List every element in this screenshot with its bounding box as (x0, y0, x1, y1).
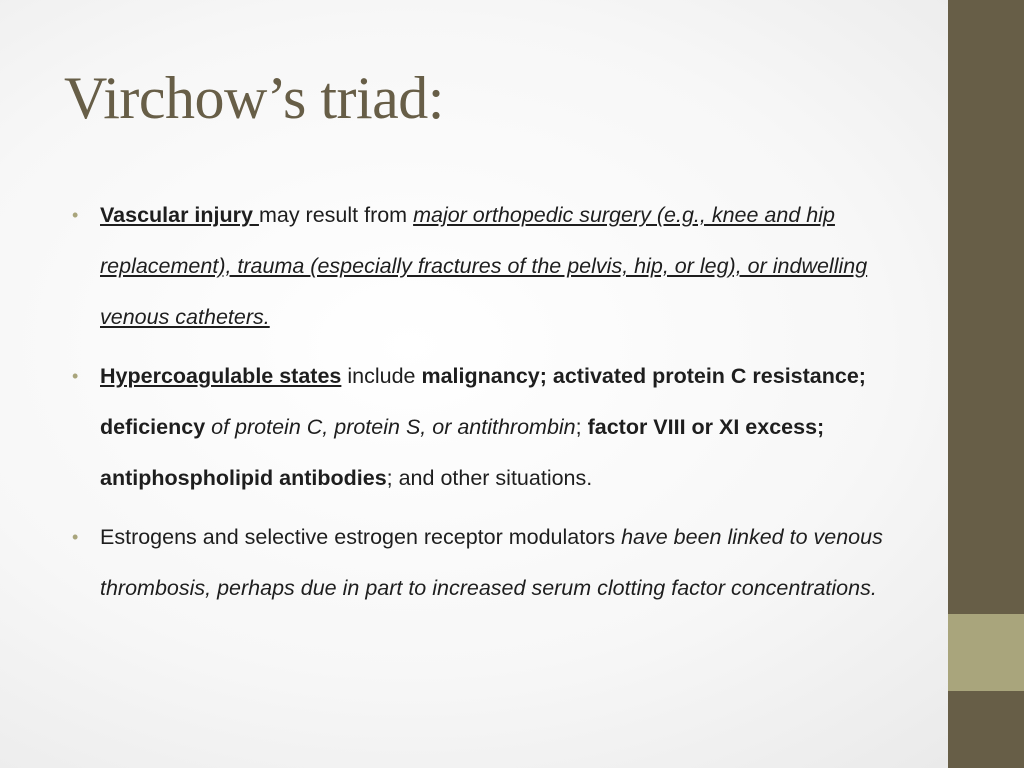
bullet-italic-text: have been linked to venous thrombosis, perhaps due in part to increased serum clotting factor concentrations. (100, 525, 883, 600)
bullet-detail: major orthopedic surgery (e.g., knee and hip replacement), trauma (especially fractures of the pelvis, hip, or leg), or indwelling venous catheters. (100, 203, 868, 329)
bullet-hypercoagulable-states (72, 351, 892, 504)
bullet-bold-text-2: factor VIII or XI excess; antiphospholipid antibodies (100, 415, 825, 490)
bullet-vascular-injury (72, 190, 892, 343)
bullet-text: may result from (258, 203, 414, 227)
bullet-list (72, 190, 892, 622)
bullet-dot-icon: • (72, 527, 79, 547)
bullet-text: include (341, 364, 422, 388)
bullet-dot-icon: • (72, 205, 79, 225)
bullet-term: Vascular injury (100, 203, 259, 227)
bullet-end-text: ; and other situations. (386, 466, 593, 490)
bullet-italic-text: of protein C, protein S, or antithrombin (205, 415, 576, 439)
bullet-term: Hypercoagulable states (100, 364, 342, 388)
bullet-text: Estrogens and selective estrogen receptor modulators (100, 525, 622, 549)
bullet-dot-icon: • (72, 366, 79, 386)
bullet-bold-text: malignancy; activated protein C resistance; deficiency (100, 364, 866, 439)
bullet-separator: ; (575, 415, 588, 439)
bullet-estrogens (72, 512, 892, 614)
slide-title: Virchow’s triad: (64, 65, 444, 131)
side-accent-block (948, 614, 1024, 691)
